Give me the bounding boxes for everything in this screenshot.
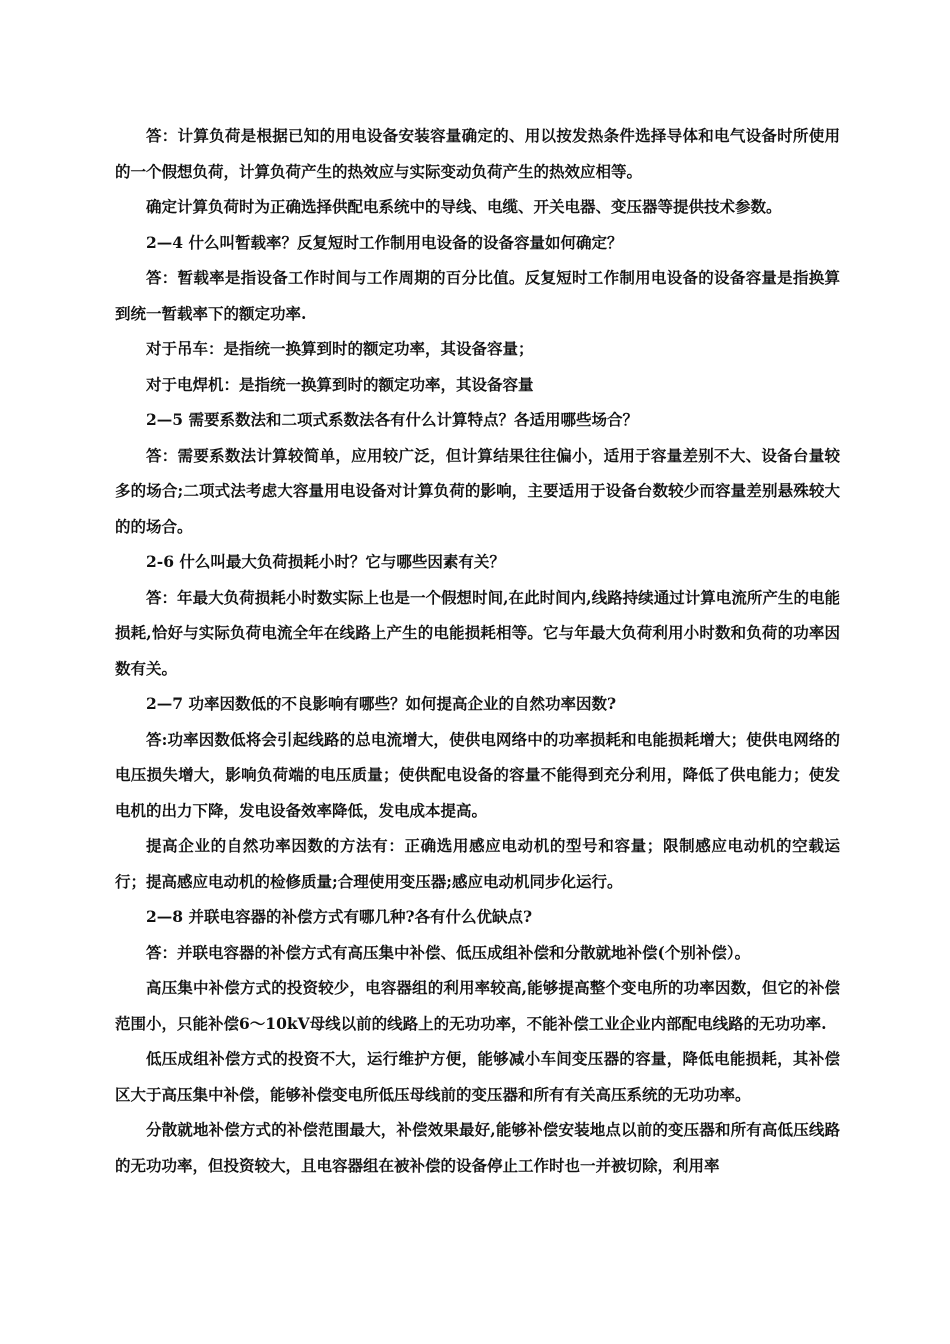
answer-paragraph: 答：计算负荷是根据已知的用电设备安装容量确定的、用以按发热条件选择导体和电气设备时所使用的一个假想负荷，计算负荷产生的热效应与实际变动负荷产生的热效应相等。 [115, 126, 840, 181]
question-heading: 2—7 功率因数低的不良影响有哪些？如何提高企业的自然功率因数? [146, 694, 617, 713]
answer-paragraph: 高压集中补偿方式的投资较少，电容器组的利用率较高,能够提高整个变电所的功率因数，但它的补偿范围小，只能补偿6～10kV母线以前的线路上的无功功率，不能补偿工业企业内部配电线路的无功功率. [115, 978, 840, 1033]
answer-paragraph: 答：并联电容器的补偿方式有高压集中补偿、低压成组补偿和分散就地补偿(个别补偿）。 [146, 942, 751, 962]
question-heading: 2-6 什么叫最大负荷损耗小时？它与哪些因素有关？ [146, 552, 505, 571]
document-page [115, 118, 840, 1183]
answer-paragraph: 答：年最大负荷损耗小时数实际上也是一个假想时间,在此时间内,线路持续通过计算电流所产生的电能损耗,恰好与实际负荷电流全年在线路上产生的电能损耗相等。它与年最大负荷利用小时数和负荷的功率因数有关。 [115, 587, 840, 678]
answer-paragraph: 确定计算负荷时为正确选择供配电系统中的导线、电缆、开关电器、变压器等提供技术参数。 [146, 197, 782, 216]
answer-paragraph: 答：暂载率是指设备工作时间与工作周期的百分比值。反复短时工作制用电设备的设备容量是指换算到统一暂载率下的额定功率. [115, 268, 840, 323]
answer-paragraph: 答：需要系数法计算较简单，应用较广泛，但计算结果往往偏小，适用于容量差别不大、设备台量较多的场合;二项式法考虑大容量用电设备对计算负荷的影响，主要适用于设备台数较少而容量差别悬殊较大的的场合。 [115, 445, 840, 536]
question-heading: 2—4 什么叫暂载率？反复短时工作制用电设备的设备容量如何确定？ [146, 232, 623, 252]
answer-paragraph: 对于电焊机：是指统一换算到时的额定功率，其设备容量 [146, 374, 534, 394]
question-heading: 2—8 并联电容器的补偿方式有哪几种?各有什么优缺点? [146, 907, 533, 926]
answer-paragraph: 分散就地补偿方式的补偿范围最大，补偿效果最好,能够补偿安装地点以前的变压器和所有高低压线路的无功功率，但投资较大，且电容器组在被补偿的设备停止工作时也一并被切除，利用率 [115, 1120, 840, 1175]
question-heading: 2—5 需要系数法和二项式系数法各有什么计算特点？各适用哪些场合？ [146, 410, 638, 429]
answer-paragraph: 提高企业的自然功率因数的方法有：正确选用感应电动机的型号和容量；限制感应电动机的空载运行；提高感应电动机的检修质量;合理使用变压器;感应电动机同步化运行。 [115, 836, 840, 891]
answer-paragraph: 答:功率因数低将会引起线路的总电流增大，使供电网络中的功率损耗和电能损耗增大；使供电网络的电压损失增大，影响负荷端的电压质量；使供配电设备的容量不能得到充分利用，降低了供电能力；使发电机的出力下降，发电设备效率降低，发电成本提高。 [115, 729, 840, 820]
answer-paragraph: 低压成组补偿方式的投资不大，运行维护方便，能够减小车间变压器的容量，降低电能损耗，其补偿区大于高压集中补偿，能够补偿变电所低压母线前的变压器和所有有关高压系统的无功功率。 [115, 1049, 840, 1104]
answer-paragraph: 对于吊车：是指统一换算到时的额定功率，其设备容量； [146, 339, 534, 358]
